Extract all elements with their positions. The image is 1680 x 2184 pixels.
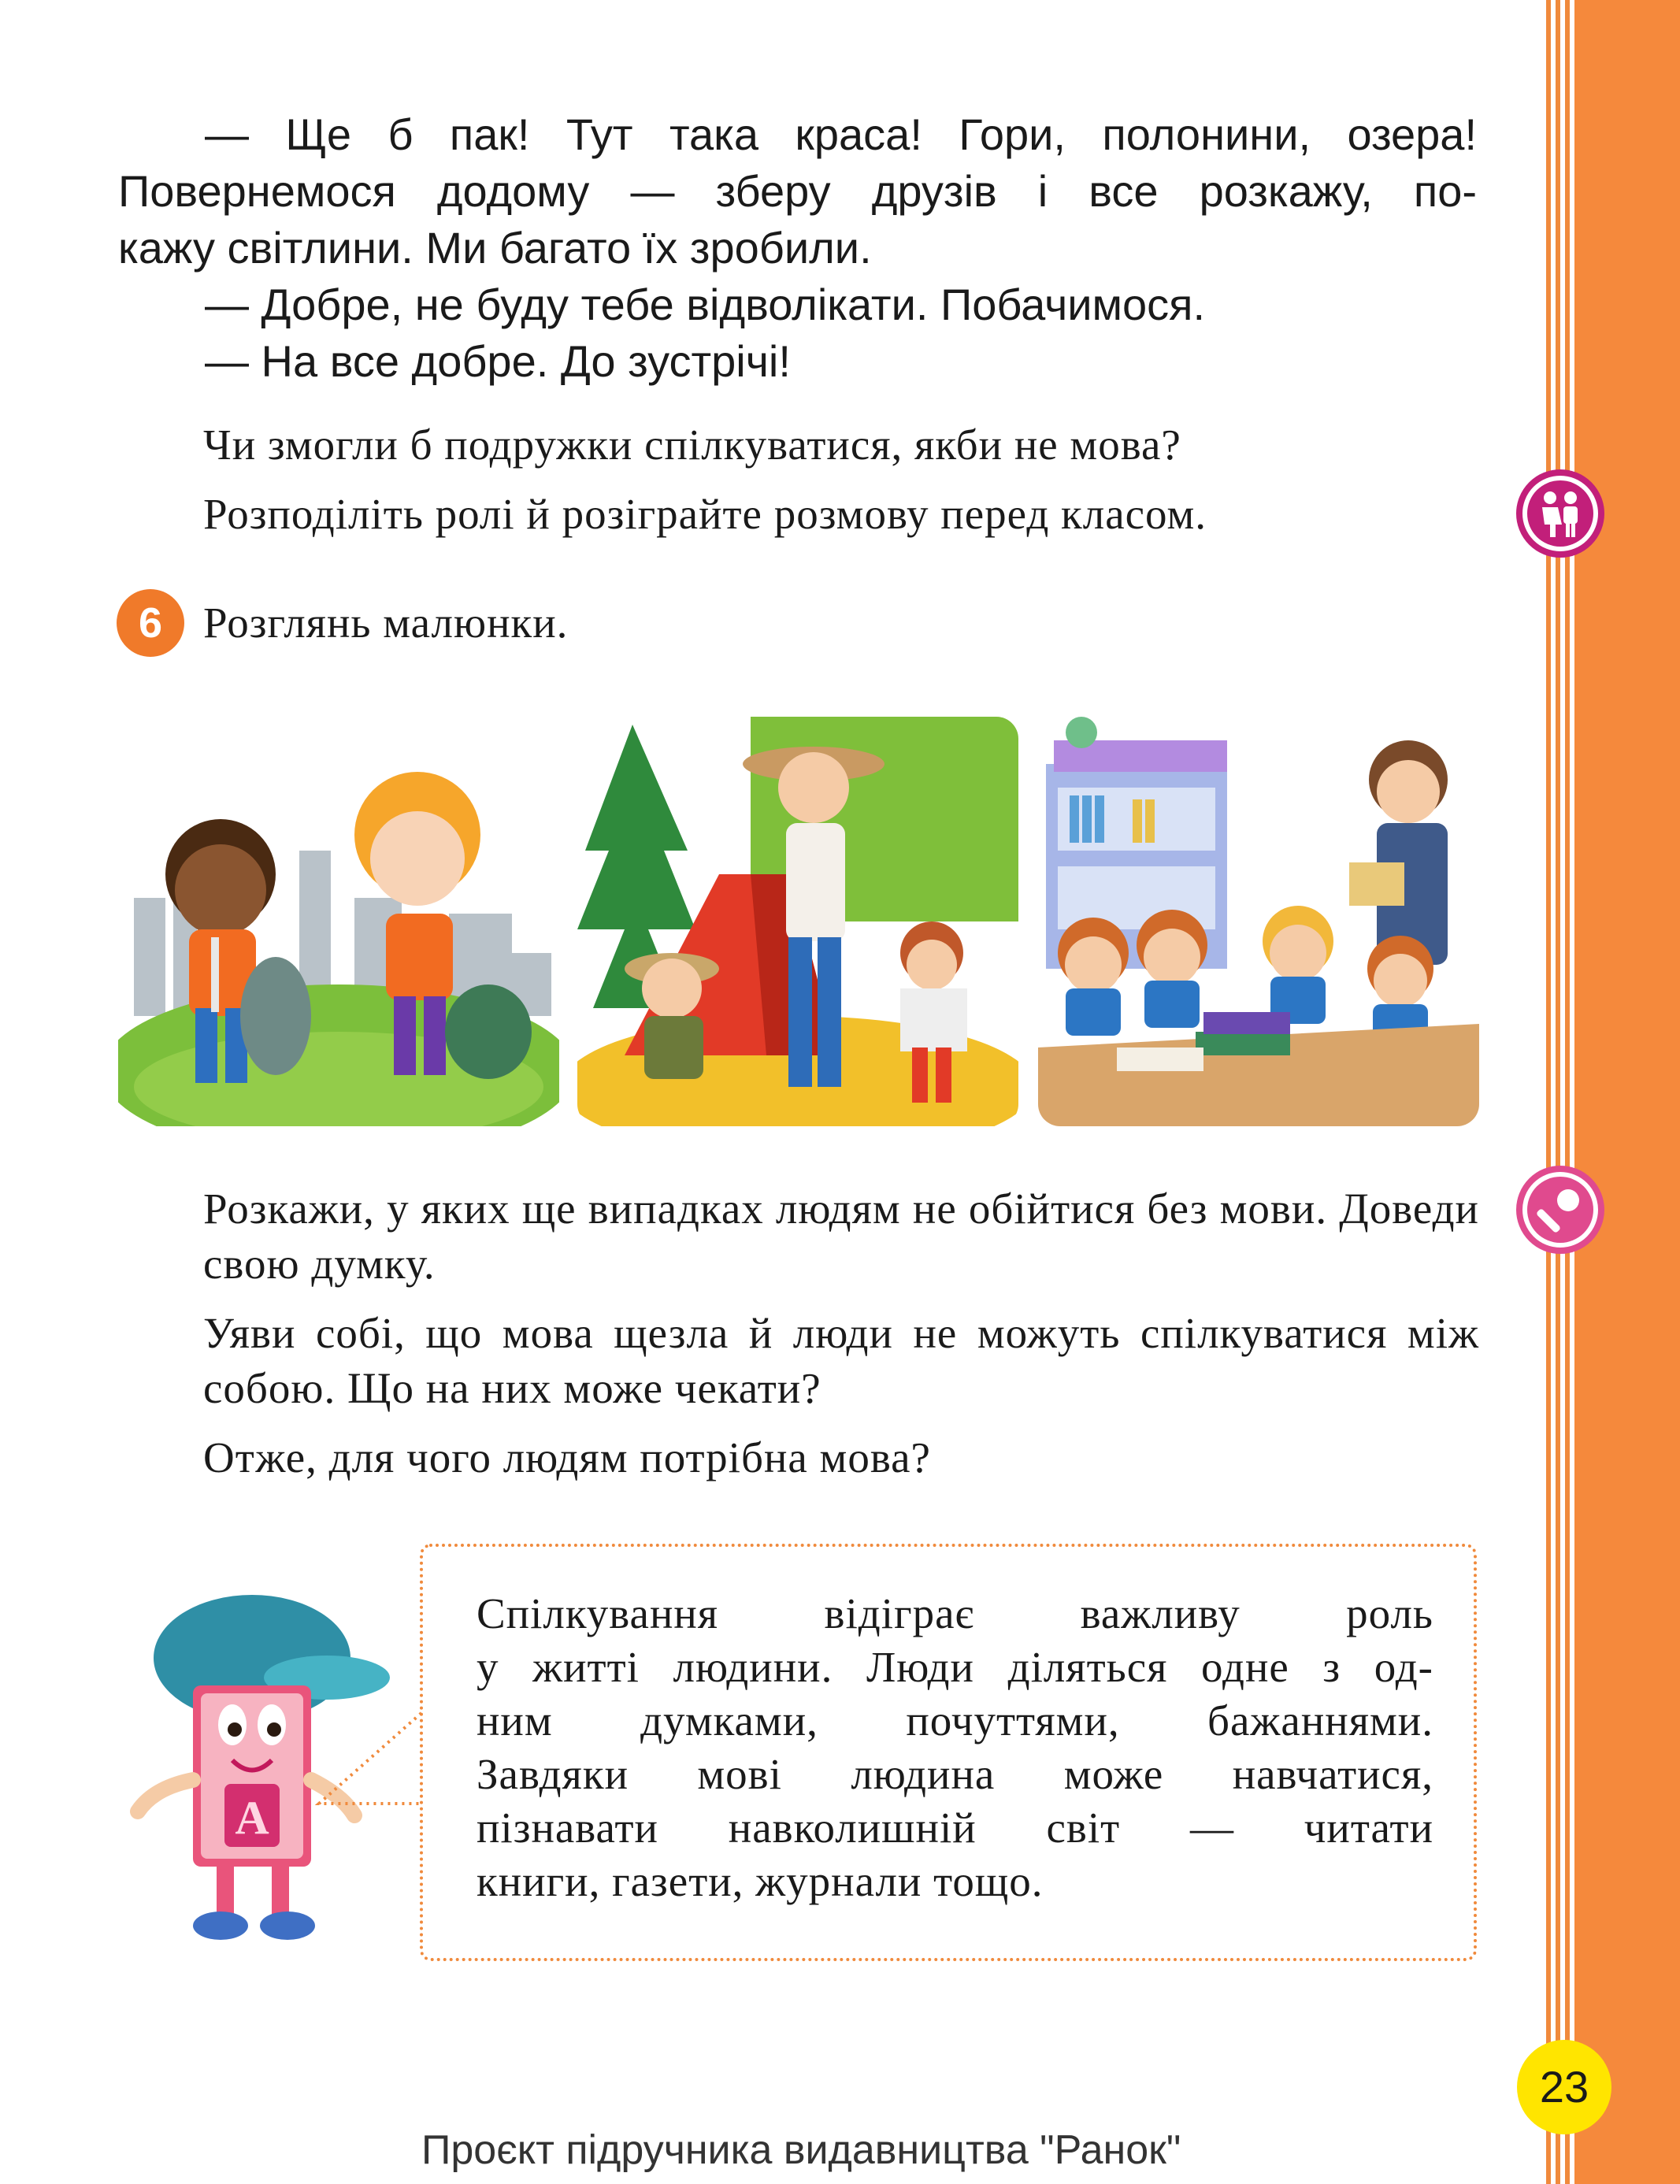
info-line: пізнавати навколишній світ — читати — [477, 1804, 1433, 1852]
microphone-icon — [1516, 1166, 1604, 1254]
info-line: у житті людини. Люди діляться одне з од- — [477, 1643, 1433, 1691]
dialog-line: Повернемося додому — зберу друзів і все розкажу, по- — [118, 166, 1477, 216]
dialog-line: кажу світлини. Ми багато їх зробили. — [118, 223, 872, 273]
footer-text: Проєкт підручника видавництва "Ранок" — [421, 2127, 1181, 2173]
question-block-1 — [203, 417, 1479, 542]
info-text — [477, 1587, 1433, 1908]
dialog-line: — Ще б пак! Тут така краса! Гори, полонини, озера! — [205, 109, 1477, 159]
info-line: Завдяки мові людина може навчатися, — [477, 1750, 1433, 1798]
question: Розкажи, у яких ще випадках людям не обійтися без мови. Доведи свою думку. — [203, 1185, 1479, 1288]
dialog-text — [118, 106, 1477, 390]
question: Чи змогли б подружки спілкуватися, якби не мова? — [203, 421, 1181, 469]
question-block-2 — [203, 1181, 1479, 1485]
question: Отже, для чого людям потрібна мова? — [203, 1433, 931, 1481]
dialog-line: — На все добре. До зустрічі! — [205, 336, 791, 386]
task-text: Розглянь малюнки. — [203, 599, 569, 647]
speech-pointer — [315, 1709, 425, 1819]
info-line: книги, газети, журнали тощо. — [477, 1857, 1044, 1905]
illustration-park-cleanup — [118, 717, 559, 1126]
question: Уяви собі, що мова щезла й люди не можуть спілкуватися між собою. Що на них може чекати? — [203, 1309, 1479, 1412]
page-number: 23 — [1517, 2040, 1611, 2134]
info-line: Спілкування відіграє важливу роль — [477, 1589, 1433, 1637]
question: Розподіліть ролі й розіграйте розмову перед класом. — [203, 490, 1207, 538]
info-line: ним думками, почуттями, бажаннями. — [477, 1696, 1433, 1745]
illustration-camping — [577, 717, 1018, 1126]
mascot-letter: А — [235, 1792, 269, 1844]
margin-stripes — [1546, 0, 1574, 2184]
illustration-classroom — [1038, 717, 1479, 1126]
dialog-line: — Добре, не буду тебе відволікати. Побачимося. — [205, 280, 1206, 329]
pair-work-icon — [1516, 469, 1604, 558]
task-number-badge: 6 — [117, 589, 184, 657]
